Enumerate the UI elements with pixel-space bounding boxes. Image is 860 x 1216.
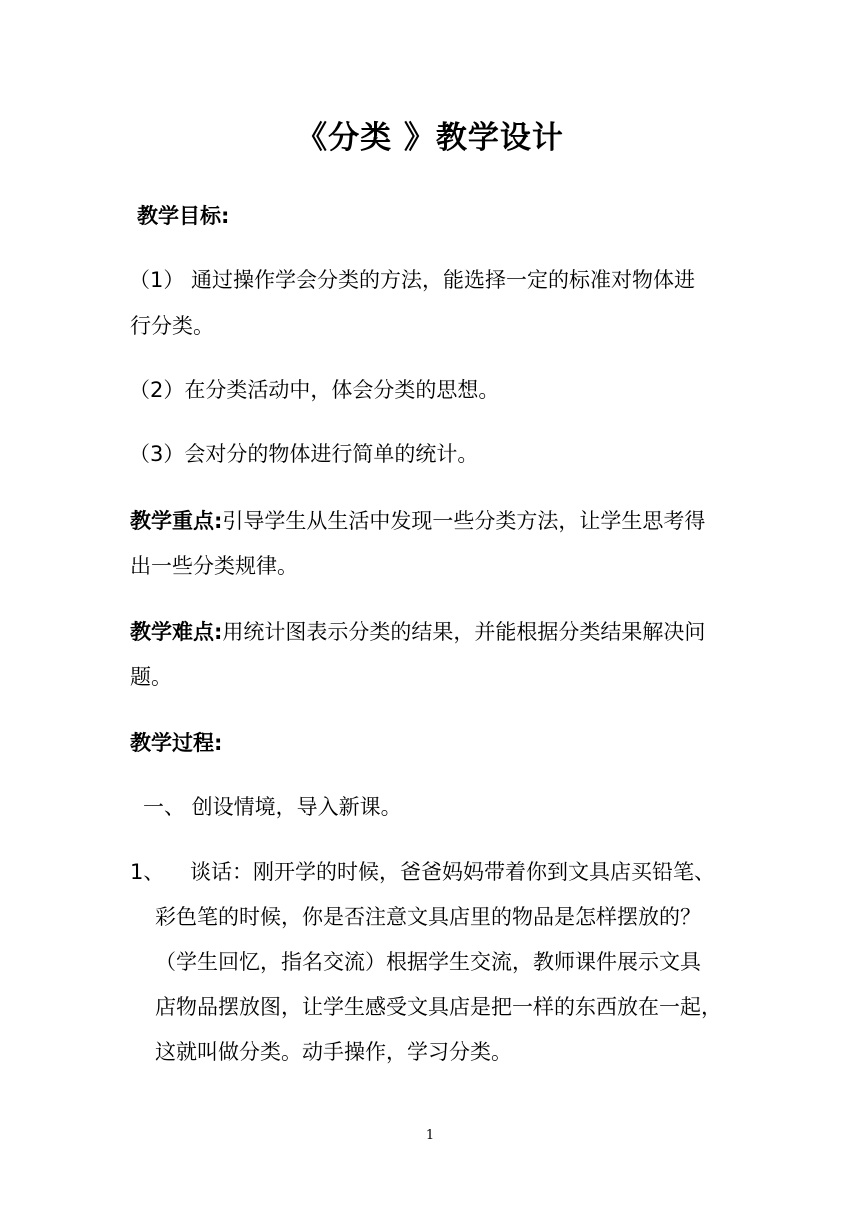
step-1-line-1: 谈话：刚开学的时候，爸爸妈妈带着你到文具店买铅笔、 (190, 860, 715, 884)
key-point-line-1: 引导学生从生活中发现一些分类方法，让学生思考得 (222, 509, 706, 533)
objectives-heading: 教学目标: (137, 204, 230, 228)
step-1-line-2: 彩色笔的时候，你是否注意文具店里的物品是怎样摆放的？ (155, 905, 701, 929)
document-title: 《分类 》教学设计 (296, 120, 564, 156)
step-1-line-4: 店物品摆放图，让学生感受文具店是把一样的东西放在一起， (155, 995, 722, 1019)
process-heading: 教学过程: (130, 731, 223, 755)
objective-1-line-1: （1） 通过操作学会分类的方法，能选择一定的标准对物体进 (129, 268, 696, 292)
step-1-number: 1、 (130, 860, 165, 884)
objective-1-line-2: 行分类。 (130, 314, 214, 338)
step-1-line-3: （学生回忆，指名交流）根据学生交流，教师课件展示文具 (155, 950, 701, 974)
difficulty-label: 教学难点: (130, 620, 223, 644)
key-point-paragraph (130, 505, 705, 537)
difficulty-line-2: 题。 (130, 665, 172, 689)
objective-3: （3）会对分的物体进行简单的统计。 (129, 442, 479, 466)
key-point-line-2: 出一些分类规律。 (130, 554, 298, 578)
section-1-heading: 一、 创设情境，导入新课。 (143, 795, 402, 819)
difficulty-paragraph (130, 616, 705, 648)
step-1-line-5: 这就叫做分类。动手操作，学习分类。 (155, 1040, 512, 1064)
objective-2: （2）在分类活动中，体会分类的思想。 (129, 378, 500, 402)
difficulty-line-1: 用统计图表示分类的结果，并能根据分类结果解决问 (222, 620, 706, 644)
key-point-label: 教学重点: (130, 509, 223, 533)
page-number: 1 (425, 1128, 435, 1143)
